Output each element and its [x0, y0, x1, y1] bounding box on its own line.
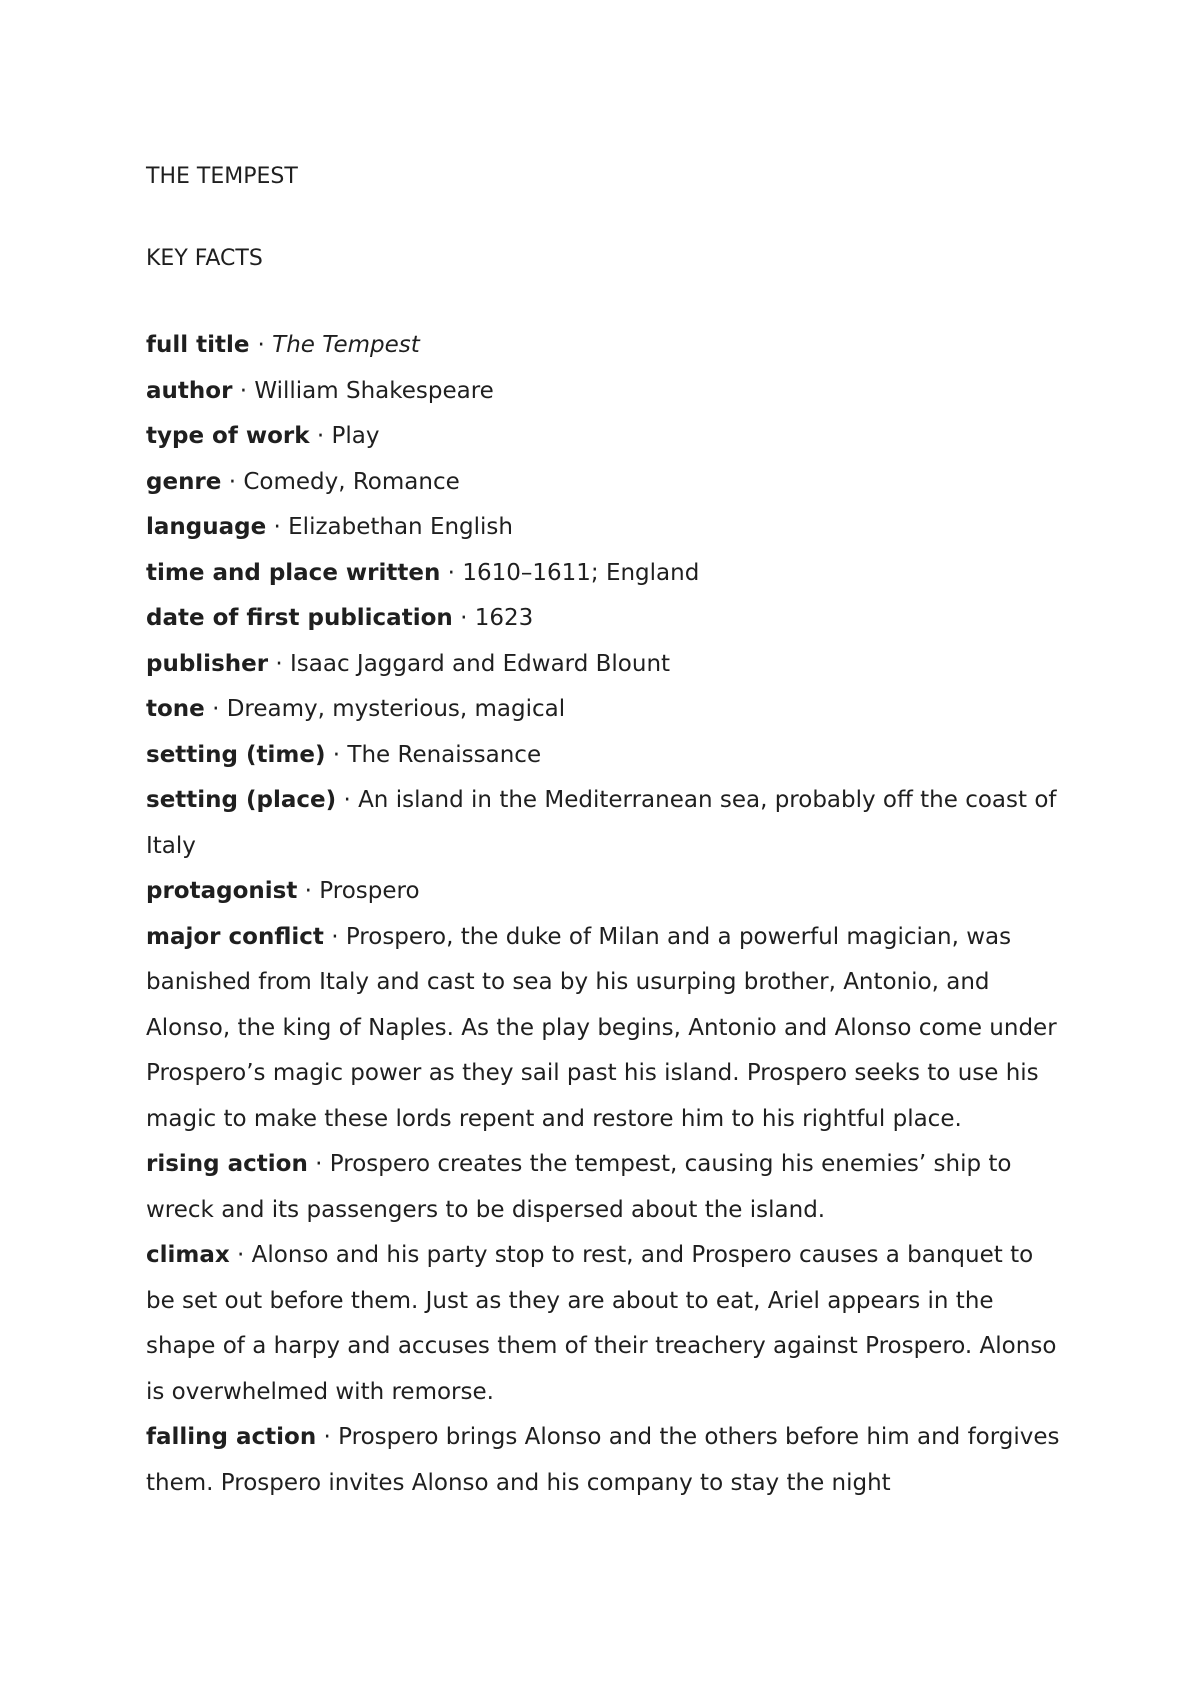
fact-value: Play — [331, 423, 380, 449]
fact-value: The Tempest — [272, 332, 420, 358]
fact-separator: · — [307, 1151, 330, 1177]
fact-label: genre — [146, 468, 222, 495]
fact-value: Prospero — [319, 878, 420, 904]
fact-item — [146, 369, 1066, 415]
fact-label: tone — [146, 696, 205, 722]
fact-item — [146, 733, 1066, 779]
fact-label: type of work — [146, 423, 310, 449]
fact-value: An island in the Mediterranean sea, probably off the coast of Italy — [146, 787, 1057, 859]
fact-item — [146, 551, 1066, 597]
fact-label: setting (time) — [146, 741, 326, 768]
fact-item — [146, 1415, 1066, 1506]
fact-separator: · — [229, 1242, 252, 1268]
fact-value: Dreamy, mysterious, magical — [226, 696, 566, 722]
fact-value: 1610–1611; England — [462, 559, 700, 586]
fact-label: publisher — [146, 650, 269, 677]
fact-separator: · — [309, 423, 332, 449]
fact-separator: · — [204, 696, 227, 722]
fact-item — [146, 596, 1066, 642]
fact-separator: · — [232, 377, 255, 404]
fact-label: climax — [146, 1242, 230, 1268]
fact-item — [146, 869, 1066, 915]
fact-label: falling action — [146, 1424, 317, 1450]
fact-separator: · — [452, 605, 475, 631]
fact-separator: · — [268, 650, 291, 677]
fact-item — [146, 414, 1066, 460]
fact-value: Isaac Jaggard and Edward Blount — [290, 650, 671, 677]
fact-value: Prospero brings Alonso and the others before him and forgives them. Prospero invites Alonso and his company to stay the night — [146, 1424, 1060, 1496]
fact-item — [146, 778, 1066, 869]
fact-separator: · — [221, 468, 244, 495]
fact-value: Prospero creates the tempest, causing his enemies’ ship to wreck and its passengers to be dispersed about the island. — [146, 1151, 1012, 1223]
fact-value: 1623 — [474, 605, 534, 631]
fact-label: setting (place) — [146, 787, 337, 813]
fact-separator: · — [297, 878, 320, 904]
fact-value: Elizabethan English — [288, 514, 513, 540]
fact-label: rising action — [146, 1151, 308, 1177]
fact-label: author — [146, 377, 233, 404]
fact-label: time and place written — [146, 559, 441, 586]
fact-separator: · — [325, 741, 348, 768]
fact-label: date of first publication — [146, 605, 453, 631]
fact-label: full title — [146, 332, 258, 358]
fact-item — [146, 687, 1066, 733]
fact-value: The Renaissance — [347, 741, 542, 768]
fact-value: William Shakespeare — [254, 377, 494, 404]
fact-item — [146, 505, 1066, 551]
fact-label: major conflict — [146, 923, 324, 950]
fact-item — [146, 323, 1066, 369]
fact-item — [146, 915, 1066, 1143]
fact-label: language — [146, 514, 267, 540]
fact-separator: · — [440, 559, 463, 586]
fact-label: protagonist — [146, 878, 298, 904]
fact-separator: · — [316, 1424, 339, 1450]
fact-value: Prospero, the duke of Milan and a powerful magician, was banished from Italy and cast to sea by his usurping brother, Antonio, and Alonso, the king of Naples. As the play begins, Antonio and Alonso come under Prospero’s magic power as they sail past his island. Prospero seeks to use his magic to make these lords repent and restore him to his rightful place. — [146, 923, 1057, 1132]
fact-item — [146, 1142, 1066, 1233]
key-facts-list — [146, 323, 1066, 1506]
section-heading: KEY FACTS — [146, 246, 263, 271]
fact-value: Comedy, Romance — [243, 468, 460, 495]
fact-separator: · — [266, 514, 289, 540]
fact-value: Alonso and his party stop to rest, and Prospero causes a banquet to be set out before them. Just as they are about to eat, Ariel appears in the shape of a harpy and accuses them of their treachery against Prospero. Alonso is overwhelmed with remorse. — [146, 1242, 1057, 1405]
fact-item — [146, 642, 1066, 688]
document-title: THE TEMPEST — [146, 164, 298, 189]
fact-item — [146, 460, 1066, 506]
fact-separator: · — [257, 332, 273, 358]
fact-item — [146, 1233, 1066, 1415]
fact-separator: · — [336, 787, 359, 813]
fact-separator: · — [323, 923, 346, 950]
